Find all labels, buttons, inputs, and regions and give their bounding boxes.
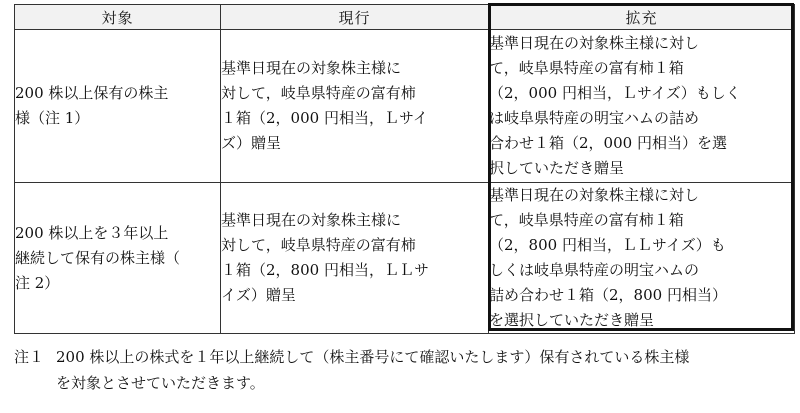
footnote-text-1: 200 株以上の株式を１年以上継続して（株主番号にて確認いたします）保有されている株主様 [56, 348, 690, 366]
row2-current-cell [221, 183, 489, 334]
row1-expansion-cell [489, 30, 795, 183]
footnote-line-1 [14, 344, 794, 370]
table-row [15, 30, 795, 183]
footnote-line-2 [14, 370, 794, 396]
footnote-text-2: を対象とさせていただきます。 [56, 374, 265, 392]
row2-target-text: 200 株以上を３年以上 継続して保有の株主様（ 注 2） [15, 223, 181, 292]
footnote-label: 注１ [14, 348, 45, 366]
row2-expansion-cell [489, 183, 795, 334]
row1-current-cell [221, 30, 489, 183]
table-row [15, 183, 795, 334]
row1-current-text: 基準日現在の対象株主様に 対して，岐阜県特産の富有柿 １箱（2，000 円相当，Ｌサイ ズ）贈呈 [221, 59, 428, 152]
footnote [14, 344, 794, 396]
row2-target-cell [15, 183, 221, 334]
table-header-row [15, 5, 795, 30]
row2-current-text: 基準日現在の対象株主様に 対して，岐阜県特産の富有柿 １箱（2，800 円相当，ＬＬサ イズ）贈呈 [221, 211, 429, 304]
row1-target-cell [15, 30, 221, 183]
header-target: 対象 [15, 5, 221, 30]
row2-expansion-text: 基準日現在の対象株主様に対し て，岐阜県特産の富有柿１箱 （2，800 円相当，ＬＬサイズ）も しくは岐阜県特産の明宝ハムの 詰め合わせ１箱（2，800 円相当） を選択していただき贈呈 [489, 186, 727, 329]
header-expansion: 拡充 [489, 5, 795, 30]
header-current: 現行 [221, 5, 489, 30]
benefit-comparison-table [14, 4, 795, 334]
row1-target-text: 200 株以上保有の株主 様（注 1） [15, 84, 169, 127]
row1-expansion-text: 基準日現在の対象株主様に対し て，岐阜県特産の富有柿１箱 （2，000 円相当，Ｌサイズ）もしく は岐阜県特産の明宝ハムの詰め 合わせ１箱（2，000 円相当）を選 択していただき贈呈 [489, 34, 741, 177]
